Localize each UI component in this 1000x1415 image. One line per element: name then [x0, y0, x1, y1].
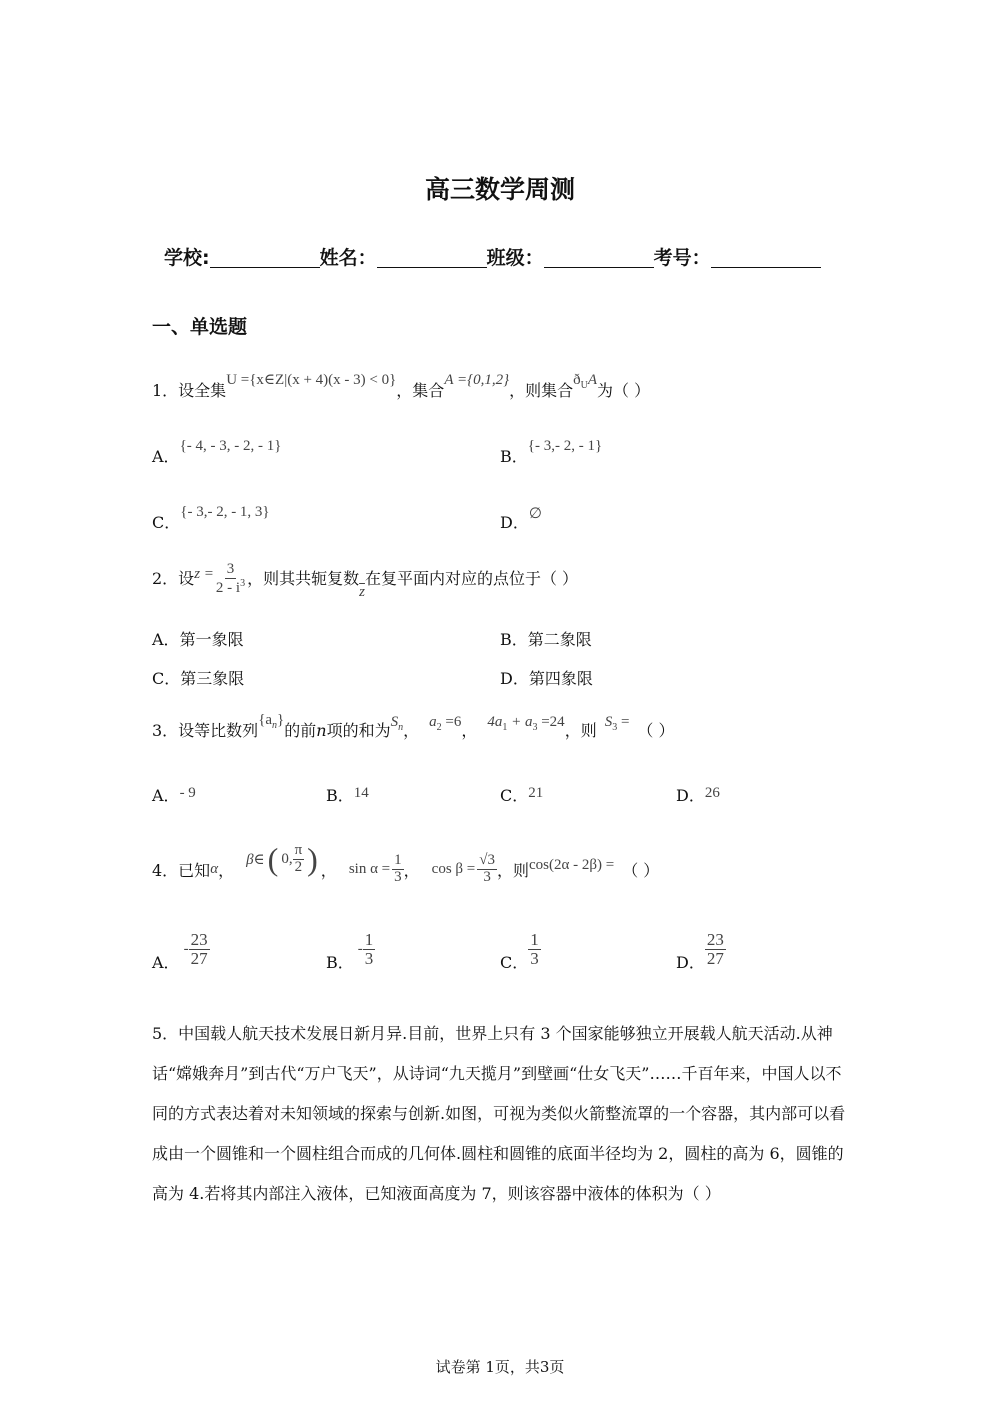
option-value: - 9 — [179, 785, 196, 801]
name-blank[interactable] — [377, 247, 487, 268]
q3-a2-sub: 2 — [436, 722, 442, 733]
q4-option-c[interactable] — [500, 925, 541, 973]
q4-t1: ，则 — [496, 860, 529, 880]
q3-t1: 的前 — [284, 721, 317, 740]
name-label: 姓名： — [319, 247, 377, 269]
option-value: 21 — [528, 785, 544, 801]
q1-complement-sub: U — [580, 380, 588, 391]
q4-sin-den: 3 — [394, 868, 402, 885]
q3-eq-sub1: 1 — [502, 722, 508, 733]
q3-eq-val: =24 — [537, 714, 565, 730]
q1-option-d[interactable] — [500, 506, 542, 533]
option-value: 第二象限 — [527, 630, 592, 649]
option-num: 1 — [364, 929, 374, 949]
q3-comma2: ， — [461, 721, 478, 740]
option-value: 第一象限 — [179, 630, 244, 649]
option-label: D． — [500, 669, 529, 688]
option-den: 3 — [530, 948, 539, 968]
q3-s3: S — [604, 714, 613, 730]
option-label: C． — [152, 669, 181, 688]
q4-cos-den: 3 — [483, 868, 491, 885]
q1-set-a: A ={0,1,2} — [444, 372, 510, 388]
q1-set-u: U ={x∈Z|(x + 4)(x - 3) < 0} — [226, 372, 397, 388]
option-label: B． — [326, 953, 354, 972]
q3-s3-sub: 3 — [612, 722, 618, 733]
q2-fraction — [214, 562, 247, 597]
option-num: 1 — [530, 929, 539, 949]
option-label: B． — [500, 447, 528, 466]
option-label: D． — [676, 953, 705, 972]
option-label: A． — [152, 786, 180, 805]
q1-prefix: 1．设全集 — [152, 381, 227, 400]
q4-comma1: ， — [218, 860, 235, 880]
question-2 — [152, 561, 579, 600]
q1-suffix1: ，则集合 — [509, 381, 574, 400]
q4-expr: cos(2α - 2β) = — [529, 856, 615, 873]
q3-sn-sub: n — [398, 722, 404, 733]
q1-option-a[interactable] — [152, 438, 282, 467]
option-sign: - — [183, 940, 189, 957]
class-blank[interactable] — [544, 247, 654, 268]
option-sign: - — [357, 940, 363, 957]
q2-den: 2 - i — [215, 579, 241, 596]
option-label: D． — [676, 786, 705, 805]
student-info-line — [164, 243, 821, 270]
option-num: 23 — [706, 929, 724, 949]
q3-eq: 4a — [487, 714, 503, 730]
q3-comma1: ， — [403, 721, 420, 740]
option-value: {- 3,- 2, - 1} — [527, 438, 603, 454]
option-value: {- 4, - 3, - 2, - 1} — [179, 438, 282, 454]
q3-seq: {a — [258, 712, 273, 728]
q4-cos-num: √3 — [479, 851, 495, 868]
q2-option-d[interactable] — [500, 666, 593, 689]
option-value: 26 — [704, 785, 720, 801]
q4-prefix: 4．已知 — [152, 860, 211, 880]
q3-option-c[interactable] — [500, 783, 543, 806]
option-label: A． — [152, 630, 180, 649]
q4-pi: π — [294, 841, 303, 858]
option-num: 23 — [190, 929, 208, 949]
q2-prefix: 2．设 — [152, 568, 195, 588]
q3-eq-mid: + a — [507, 714, 533, 730]
option-value: {- 3,- 2, - 1, 3} — [180, 504, 270, 520]
q1-suffix2: 为（ ） — [597, 381, 651, 400]
q3-option-d[interactable] — [676, 783, 720, 806]
option-label: C． — [500, 786, 529, 805]
q2-den-exp: 3 — [240, 577, 246, 589]
option-value: 第三象限 — [180, 669, 245, 688]
q3-prefix: 3．设等比数列 — [152, 721, 259, 740]
q3-eq-sub3: 3 — [532, 722, 538, 733]
option-label: A． — [152, 447, 180, 466]
q1-option-b[interactable] — [500, 438, 603, 467]
number-label: 考号： — [653, 247, 711, 269]
q3-t4: （ ） — [637, 721, 675, 740]
q2-suffix: 在复平面内对应的点位于（ ） — [364, 568, 579, 588]
option-label: B． — [500, 630, 528, 649]
q2-zbar: $\overline{z}$ — [359, 583, 365, 600]
question-1 — [152, 372, 651, 403]
question-5: 5．中国载人航天技术发展日新月异.目前，世界上只有 3 个国家能够独立开展载人航天活动.从神话“嫦娥奔月”到古代“万户飞天”，从诗词“九天揽月”到壁画“仕女飞天”……千百年来，中国人以不同的方式表达着对未知领域的探索与创新.如图，可视为类似火箭整流罩的一个容器，其内部可以看成由一个圆锥和一个圆柱组合而成的几何体.圆柱和圆锥的底面半径均为 2，圆柱的高为 6，圆锥的高为 4.若将其内部注入液体，已知液面高度为 7，则该容器中液体的体积为（ ） — [152, 1024, 846, 1203]
option-label: A． — [152, 953, 180, 972]
q3-a2: a — [429, 714, 437, 730]
q1-option-c[interactable] — [152, 504, 270, 533]
option-den: 27 — [190, 948, 208, 968]
q3-t3: ，则 — [564, 721, 597, 740]
q4-comma3: ， — [403, 860, 420, 880]
class-label: 班级： — [486, 247, 544, 269]
school-label: 学校: — [164, 247, 210, 269]
q1-complement: ð — [573, 372, 581, 388]
q2-option-b[interactable] — [500, 627, 592, 650]
option-label: D． — [500, 513, 529, 532]
number-blank[interactable] — [711, 247, 821, 268]
q2-option-a[interactable] — [152, 627, 244, 650]
q2-mid: ，则其共轭复数 — [247, 568, 360, 588]
q4-alpha: α — [210, 860, 219, 877]
q3-a2-val: =6 — [441, 714, 462, 730]
q4-t2: （ ） — [622, 860, 660, 880]
q4-paren-open: ( — [267, 840, 279, 877]
q4-option-b[interactable] — [326, 925, 375, 973]
option-label: C． — [500, 953, 529, 972]
question-4 — [152, 838, 659, 900]
q4-beta-in: β∈ — [246, 851, 265, 868]
school-blank[interactable] — [210, 247, 320, 268]
q4-option-d[interactable] — [676, 925, 726, 973]
option-label: B． — [326, 786, 354, 805]
q1-mid: ，集合 — [396, 381, 445, 400]
option-den: 3 — [364, 948, 374, 968]
q3-option-a[interactable] — [152, 783, 196, 806]
q3-n: n — [316, 721, 327, 740]
q4-sin: sin α = — [348, 860, 391, 877]
q3-seq-end: } — [277, 712, 285, 728]
q4-option-a[interactable] — [152, 925, 210, 973]
q4-two: 2 — [294, 858, 303, 875]
q3-s3-eq: = — [617, 714, 630, 730]
section-heading: 一、单选题 — [152, 316, 248, 338]
q1-complement-a: A — [587, 372, 597, 388]
q2-z-eq: z = — [194, 565, 214, 582]
question-3 — [152, 712, 675, 743]
option-value: ∅ — [528, 506, 542, 522]
q3-seq-sub: n — [272, 720, 278, 731]
option-value: 第四象限 — [528, 669, 593, 688]
option-value: 14 — [353, 785, 369, 801]
q2-num: 3 — [226, 561, 235, 577]
q3-t2: 项的和为 — [326, 721, 391, 740]
page-title: 高三数学周测 — [424, 175, 575, 204]
page-footer: 试卷第 1页，共3页 — [435, 1358, 565, 1376]
q4-comma2: ， — [320, 860, 337, 880]
option-den: 27 — [706, 948, 724, 968]
q4-cos: cos β = — [431, 860, 476, 877]
q3-option-b[interactable] — [326, 783, 369, 806]
q2-option-c[interactable] — [152, 666, 244, 689]
q4-sin-num: 1 — [394, 851, 402, 868]
q3-sn: S — [390, 714, 399, 730]
q4-paren-close: ) — [307, 840, 318, 877]
q4-zero: 0, — [281, 850, 293, 867]
option-label: C． — [152, 513, 181, 532]
